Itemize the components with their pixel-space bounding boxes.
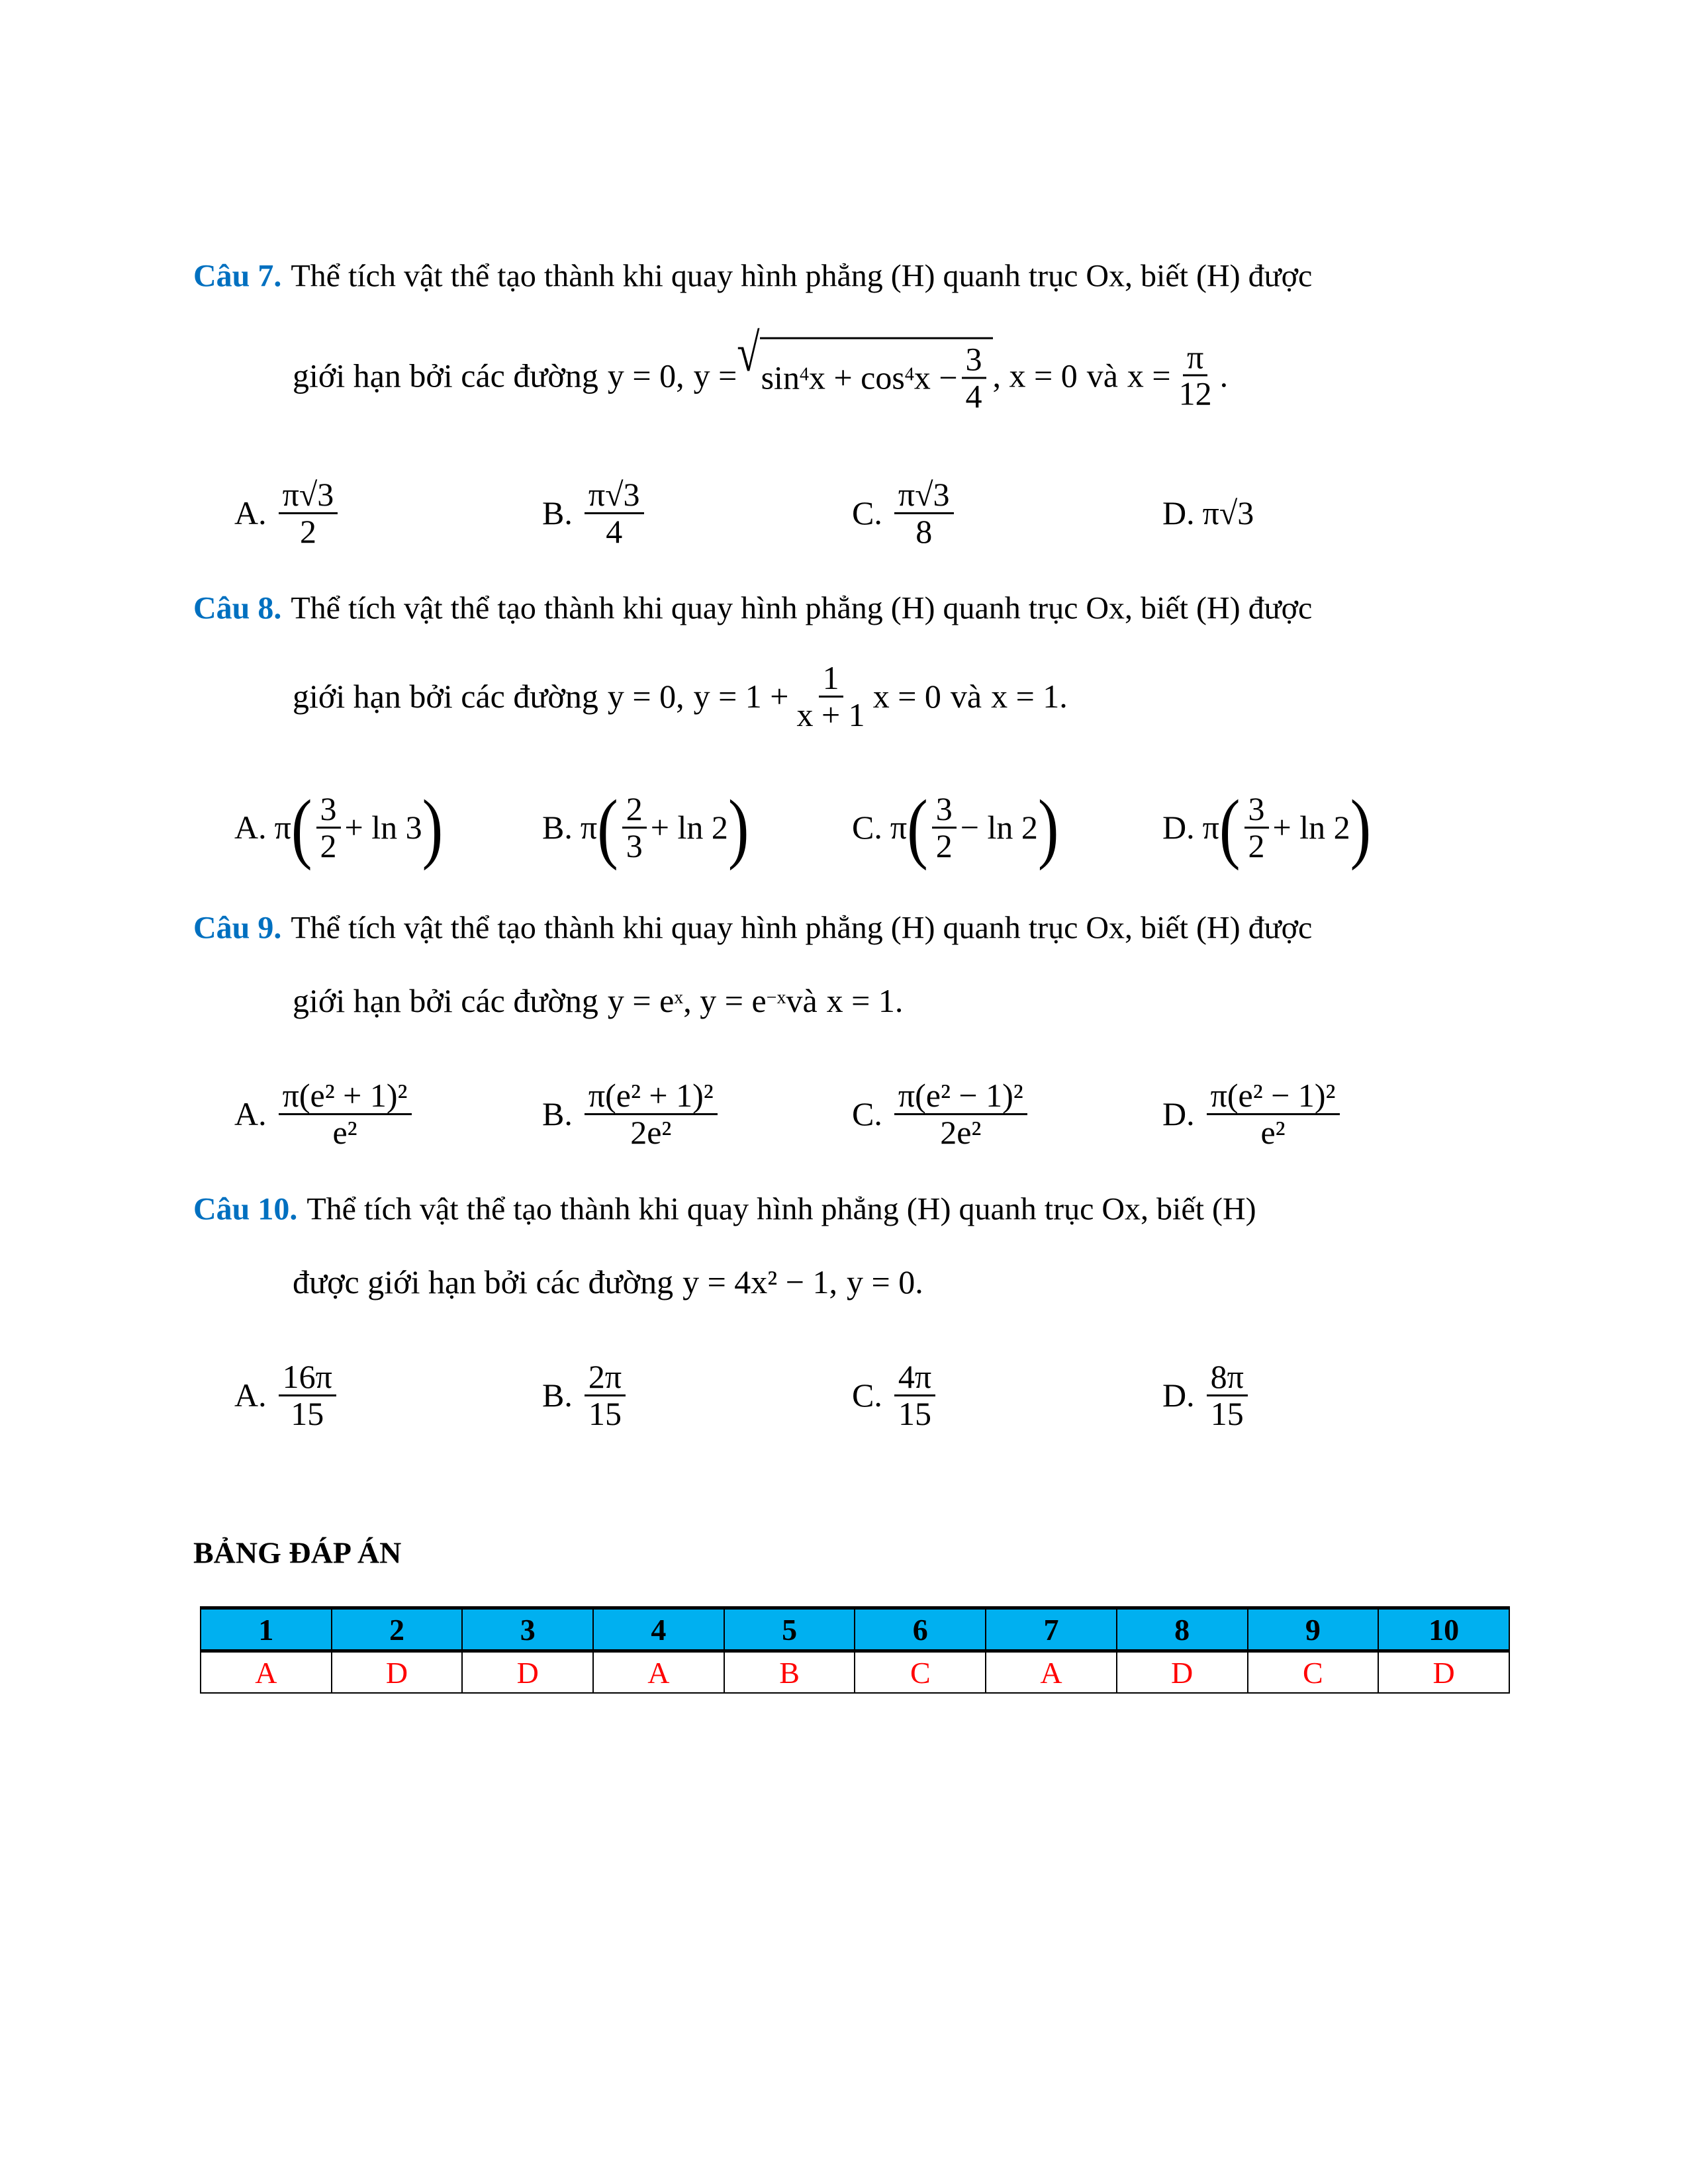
- math-text: x + cos: [808, 359, 905, 396]
- fraction: [585, 1359, 626, 1431]
- denominator: 2: [299, 512, 316, 550]
- question-label: Câu 10.: [193, 1191, 298, 1227]
- equation: , y = e: [683, 982, 767, 1019]
- question-7-stem: [193, 258, 1312, 295]
- question-number-cell: 10: [1378, 1608, 1509, 1651]
- answer-table-title: BẢNG ĐÁP ÁN: [193, 1535, 402, 1570]
- math-text: sin: [761, 359, 800, 396]
- denominator: e²: [332, 1113, 357, 1151]
- option-d: [1162, 494, 1254, 532]
- fraction: [316, 792, 341, 863]
- fraction: [932, 792, 957, 863]
- answer-cell: D: [462, 1651, 593, 1694]
- option-letter: B.: [542, 1377, 573, 1414]
- numerator: π√3: [894, 477, 954, 514]
- option-value: π√3: [1202, 494, 1254, 531]
- exponent: 4: [904, 364, 914, 385]
- numerator: 3: [932, 792, 957, 829]
- square-root: √ sin 4 x + cos 4 x − $\frac{3}{4}$: [737, 338, 992, 414]
- answer-cell: A: [201, 1651, 332, 1694]
- math-text: − ln 2: [960, 809, 1038, 846]
- question-number-cell: 5: [724, 1608, 855, 1651]
- conjunction: và: [1086, 357, 1118, 394]
- question-number-cell: 4: [593, 1608, 724, 1651]
- question-number-cell: 9: [1248, 1608, 1379, 1651]
- option-c: [852, 1078, 1031, 1150]
- denominator: 2: [935, 827, 953, 864]
- fraction: [1175, 340, 1216, 411]
- fraction: [622, 792, 647, 863]
- numerator: π(e² + 1)²: [279, 1078, 412, 1115]
- option-a: [234, 1078, 416, 1150]
- numerator: π√3: [585, 477, 644, 514]
- numerator: π(e² − 1)²: [1207, 1078, 1340, 1115]
- numerator: π(e² − 1)²: [894, 1078, 1027, 1115]
- option-letter: A.: [234, 1095, 267, 1132]
- equation: y = e: [607, 982, 675, 1019]
- numerator: 2π: [585, 1359, 626, 1396]
- question-9-conditions: [293, 981, 903, 1020]
- fraction: [279, 1078, 412, 1150]
- fraction: [894, 1078, 1027, 1150]
- answer-table: [200, 1606, 1510, 1694]
- fraction: [279, 1359, 336, 1431]
- option-letter: C.: [852, 1095, 882, 1132]
- fraction: [1207, 1078, 1340, 1150]
- option-letter: C.: [852, 809, 882, 846]
- fraction: [585, 477, 644, 549]
- fraction: [894, 1359, 935, 1431]
- question-7-conditions: [293, 322, 1229, 414]
- fraction: [1244, 792, 1269, 863]
- math-text: + ln 3: [344, 809, 422, 846]
- fraction: [585, 1078, 718, 1150]
- option-d: D. π ( $\frac{3}{2}$ + ln 2 ): [1162, 783, 1372, 871]
- answer-cell: A: [986, 1651, 1117, 1694]
- exponent: x: [674, 987, 684, 1008]
- denominator: 2e²: [630, 1113, 672, 1151]
- option-letter: B.: [542, 809, 573, 846]
- denominator: 15: [1210, 1394, 1244, 1432]
- question-number-row: [201, 1608, 1509, 1651]
- equation: y = 1 +: [693, 678, 789, 715]
- denominator: 2: [320, 827, 337, 864]
- equation: y = 0,: [607, 357, 684, 394]
- option-a: [234, 477, 342, 549]
- numerator: 3: [1244, 792, 1269, 829]
- option-c: C. π ( $\frac{3}{2}$ − ln 2 ): [852, 783, 1059, 871]
- fraction: [1207, 1359, 1248, 1431]
- pi: π: [1202, 809, 1219, 846]
- equation: y = 4x² − 1,: [682, 1263, 837, 1300]
- denominator: 4: [606, 512, 623, 550]
- option-b: [542, 1359, 630, 1431]
- answer-cell: C: [855, 1651, 986, 1694]
- option-d: [1162, 1359, 1252, 1431]
- question-text: Thể tích vật thể tạo thành khi quay hình phẳng (H) quanh trục Ox, biết (H) được: [291, 590, 1313, 626]
- pi: π: [890, 809, 908, 846]
- question-label: Câu 7.: [193, 258, 282, 294]
- question-10-conditions: [293, 1263, 923, 1301]
- numerator: π(e² + 1)²: [585, 1078, 718, 1115]
- option-a: [234, 1359, 340, 1431]
- question-text: Thể tích vật thể tạo thành khi quay hình phẳng (H) quanh trục Ox, biết (H) được: [291, 910, 1313, 946]
- answer-cell: D: [332, 1651, 463, 1694]
- answer-cell: B: [724, 1651, 855, 1694]
- answer-cell: C: [1248, 1651, 1379, 1694]
- numerator: π√3: [279, 477, 338, 514]
- question-8-stem: [193, 590, 1312, 627]
- option-c: [852, 1359, 939, 1431]
- numerator: 3: [962, 342, 986, 379]
- question-text: Thể tích vật thể tạo thành khi quay hình phẳng (H) quanh trục Ox, biết (H): [306, 1191, 1256, 1227]
- option-letter: D.: [1162, 494, 1195, 531]
- question-number-cell: 8: [1117, 1608, 1248, 1651]
- question-number-cell: 2: [332, 1608, 463, 1651]
- conjunction: và: [786, 982, 818, 1019]
- numerator: 16π: [279, 1359, 336, 1396]
- fraction: [792, 660, 868, 732]
- denominator: 2e²: [940, 1113, 982, 1151]
- option-letter: B.: [542, 494, 573, 531]
- fraction: [894, 477, 954, 549]
- option-letter: A.: [234, 1377, 267, 1414]
- math-text: + ln 2: [650, 809, 728, 846]
- denominator: 2: [1248, 827, 1265, 864]
- equation: y =: [693, 357, 737, 394]
- option-b: B. π ( $\frac{2}{3}$ + ln 2 ): [542, 783, 749, 871]
- option-letter: D.: [1162, 1377, 1195, 1414]
- numerator: 3: [316, 792, 341, 829]
- answer-cell: A: [593, 1651, 724, 1694]
- option-c: [852, 477, 958, 549]
- question-label: Câu 9.: [193, 910, 282, 946]
- denominator: 3: [626, 827, 643, 864]
- question-9-stem: [193, 910, 1312, 946]
- intro-text: được giới hạn bởi các đường: [293, 1263, 674, 1300]
- fraction: [962, 342, 986, 414]
- answer-row: [201, 1651, 1509, 1694]
- denominator: 8: [915, 512, 933, 550]
- option-a: A. π ( $\frac{3}{2}$ + ln 3 ): [234, 783, 444, 871]
- option-letter: D.: [1162, 1095, 1195, 1132]
- option-letter: A.: [234, 809, 267, 846]
- option-letter: B.: [542, 1095, 573, 1132]
- answer-cell: D: [1378, 1651, 1509, 1694]
- fraction: [279, 477, 338, 549]
- denominator: e²: [1260, 1113, 1286, 1151]
- numerator: 2: [622, 792, 647, 829]
- denominator: 15: [898, 1394, 931, 1432]
- option-letter: C.: [852, 494, 882, 531]
- pi: π: [274, 809, 291, 846]
- question-text: Thể tích vật thể tạo thành khi quay hình phẳng (H) quanh trục Ox, biết (H) được: [291, 258, 1313, 294]
- option-b: [542, 477, 648, 549]
- exponent: −x: [766, 987, 786, 1008]
- exponent: 4: [799, 364, 809, 385]
- pi: π: [580, 809, 598, 846]
- conjunction: và: [950, 678, 982, 715]
- option-letter: A.: [234, 494, 267, 531]
- question-8-conditions: [293, 660, 1068, 732]
- numerator: 1: [819, 660, 843, 698]
- denominator: 12: [1178, 375, 1212, 412]
- numerator: π: [1183, 340, 1207, 377]
- denominator: x + 1: [796, 696, 865, 733]
- question-label: Câu 8.: [193, 590, 282, 626]
- math-text: + ln 2: [1272, 809, 1350, 846]
- option-b: [542, 1078, 722, 1150]
- equation: x = 1.: [991, 678, 1068, 715]
- question-number-cell: 3: [462, 1608, 593, 1651]
- option-letter: D.: [1162, 809, 1195, 846]
- question-10-stem: [193, 1191, 1256, 1228]
- intro-text: giới hạn bởi các đường: [293, 357, 598, 394]
- intro-text: giới hạn bởi các đường: [293, 678, 598, 715]
- math-text: x −: [914, 359, 958, 396]
- answer-cell: D: [1117, 1651, 1248, 1694]
- period: .: [1219, 357, 1229, 394]
- question-number-cell: 1: [201, 1608, 332, 1651]
- question-number-cell: 7: [986, 1608, 1117, 1651]
- numerator: 8π: [1207, 1359, 1248, 1396]
- denominator: 15: [291, 1394, 324, 1432]
- denominator: 15: [588, 1394, 622, 1432]
- equation: x = 0: [872, 678, 941, 715]
- option-d: [1162, 1078, 1344, 1150]
- numerator: 4π: [894, 1359, 935, 1396]
- equation: x =: [1127, 357, 1171, 394]
- equation: , x = 0: [992, 357, 1078, 394]
- question-number-cell: 6: [855, 1608, 986, 1651]
- intro-text: giới hạn bởi các đường: [293, 982, 598, 1019]
- equation: x = 1.: [826, 982, 904, 1019]
- denominator: 4: [965, 377, 982, 414]
- equation: y = 0,: [607, 678, 684, 715]
- option-letter: C.: [852, 1377, 882, 1414]
- equation: y = 0.: [847, 1263, 923, 1300]
